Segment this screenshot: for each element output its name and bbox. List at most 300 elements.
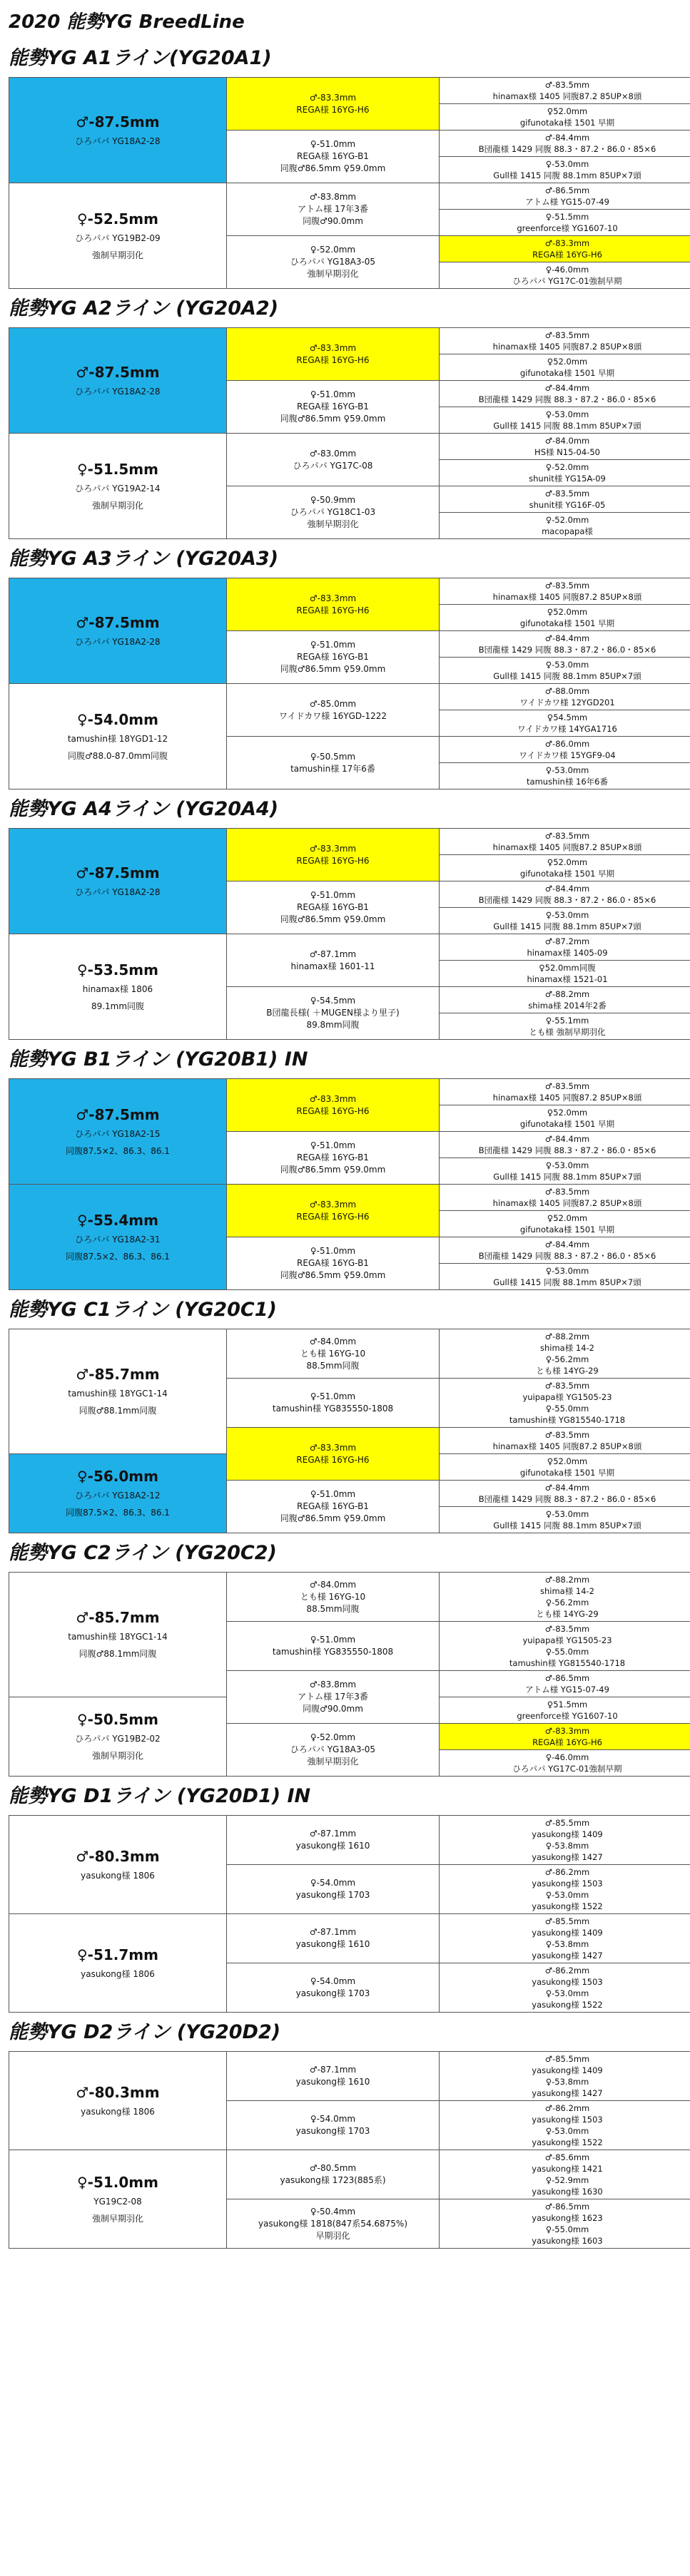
grandparent-info: ♀-53.8mm — [545, 2077, 589, 2087]
sire-size: ♂-87.5mm — [76, 113, 160, 131]
grandparent-info: ♀-53.0mm — [545, 1160, 589, 1170]
dam-cell — [9, 684, 227, 789]
grandparent-info: ♂-88.2mm — [544, 1575, 590, 1585]
line-title: 能勢YG D1ライン (YG20D1) IN — [9, 1785, 311, 1807]
breeder-note: ひろパパ YG18A2-31 — [75, 1234, 161, 1244]
dam-bottom-parent-cell — [227, 486, 440, 539]
grandparent-info: gifunotaka様 1501 早期 — [519, 618, 615, 628]
sire-size: ♂-85.7mm — [76, 1366, 160, 1383]
grandparent-info: ♀-52.0mm — [545, 515, 589, 525]
grandparent-info: tamushin様 16年6番 — [527, 777, 608, 787]
sire-top-parent-cell — [227, 1573, 440, 1622]
breeder-note: tamushin様 18YGC1-14 — [68, 1632, 168, 1642]
parent-info: ♂-83.3mm — [309, 342, 357, 353]
grandparent-cell — [440, 407, 690, 434]
grandparent-cell — [440, 1211, 690, 1237]
grandparent-info: ♀-55.0mm — [545, 1404, 589, 1414]
grandparent-info: ♂-83.5mm — [544, 330, 590, 340]
grandparent-info: REGA様 16YG-H6 — [532, 1737, 602, 1747]
sire-cell — [9, 78, 227, 183]
breedline-section — [0, 1296, 690, 1533]
grandparent-info: yasukong様 1409 — [532, 2065, 603, 2075]
parent-info: 強制早期羽化 — [307, 269, 359, 279]
breeder-note: yasukong様 1806 — [81, 2106, 155, 2117]
grandparent-cell — [440, 1329, 690, 1379]
grandparent-info: ワイドカワ様 14YGA1716 — [517, 724, 617, 734]
grandparent-cell — [440, 2199, 690, 2249]
breeder-note: 強制早期羽化 — [91, 500, 143, 511]
dam-size: ♀-51.0mm — [77, 2173, 158, 2191]
sire-bottom-parent-cell — [227, 1132, 440, 1185]
dam-top-parent-cell — [227, 684, 440, 737]
grandparent-cell — [440, 1013, 690, 1040]
parent-info: アトム様 17年3番 — [298, 1692, 368, 1702]
parent-info: とも様 16YG-10 — [300, 1591, 366, 1602]
breeder-note: ひろパパ YG19B2-09 — [75, 232, 161, 243]
pedigree-table — [9, 1815, 690, 2013]
sire-bottom-parent-cell — [227, 881, 440, 934]
grandparent-info: ♂-83.5mm — [544, 1081, 590, 1091]
parent-info: ♂-87.1mm — [309, 1927, 357, 1937]
dam-top-parent-cell — [227, 183, 440, 236]
grandparent-cell — [440, 131, 690, 157]
grandparent-info: ♂-85.5mm — [544, 1916, 590, 1926]
grandparent-info: hinamax様 1405 同腹87.2 85UP×8頭 — [492, 91, 642, 101]
parent-info: 同腹♂86.5mm ♀59.0mm — [280, 414, 386, 424]
grandparent-info: アトム様 YG15-07-49 — [525, 197, 609, 207]
breedline-section — [0, 2018, 690, 2249]
dam-size: ♀-55.4mm — [77, 1211, 158, 1229]
parent-info: REGA様 16YG-B1 — [297, 402, 369, 412]
grandparent-cell — [440, 1573, 690, 1622]
breeder-note: ひろパパ YG18A2-28 — [75, 386, 161, 397]
parent-info: ♂-87.1mm — [309, 2065, 357, 2075]
pedigree-row — [9, 578, 690, 605]
grandparent-cell — [440, 829, 690, 855]
grandparent-cell — [440, 908, 690, 934]
grandparent-info: ♀-53.0mm — [545, 765, 589, 775]
dam-cell — [9, 2150, 227, 2249]
parent-info: ♀-54.0mm — [310, 2114, 356, 2124]
grandparent-info: yasukong様 1603 — [532, 2236, 603, 2246]
parent-info: ♂-80.5mm — [309, 2163, 357, 2173]
grandparent-cell — [440, 961, 690, 987]
grandparent-info: gifunotaka様 1501 早期 — [519, 869, 615, 879]
grandparent-info: Gull様 1415 同腹 88.1mm 85UP×7頭 — [493, 1520, 641, 1530]
parent-info: ♂-83.3mm — [309, 92, 357, 103]
grandparent-cell — [440, 1105, 690, 1132]
grandparent-info: ♂-83.5mm — [544, 1430, 590, 1440]
parent-info: 同腹♂90.0mm — [303, 216, 363, 226]
grandparent-cell — [440, 1185, 690, 1211]
breeder-note: 同腹87.5×2、86.3、86.1 — [66, 1508, 170, 1518]
grandparent-cell — [440, 987, 690, 1013]
dam-top-parent-cell — [227, 934, 440, 987]
parent-info: ♀-51.0mm — [310, 640, 356, 650]
dam-cell — [9, 934, 227, 1040]
grandparent-info: ♂-87.2mm — [544, 936, 590, 946]
grandparent-info: yuipapa様 YG1505-23 — [522, 1392, 612, 1402]
breedline-section — [0, 545, 690, 789]
parent-info: 同腹♂86.5mm ♀59.0mm — [280, 163, 386, 173]
grandparent-info: hinamax様 1521-01 — [527, 974, 608, 984]
grandparent-info: hinamax様 1405 同腹87.2 85UP×8頭 — [492, 842, 642, 852]
grandparent-info: ♀-53.0mm — [545, 1509, 589, 1519]
sire-top-parent-cell — [227, 1329, 440, 1379]
dam-bottom-parent-cell — [227, 1481, 440, 1533]
grandparent-info: ♀52.0mm — [547, 857, 588, 867]
grandparent-info: hinamax様 1405 同腹87.2 85UP×8頭 — [492, 592, 642, 602]
grandparent-cell — [440, 1428, 690, 1454]
parent-info: REGA様 16YG-H6 — [296, 104, 370, 115]
parent-info: REGA様 16YG-B1 — [297, 151, 369, 161]
grandparent-info: shunit様 YG16F-05 — [529, 500, 606, 510]
grandparent-info: ♀52.0mm — [547, 1213, 588, 1223]
line-title: 能勢YG A3ライン (YG20A3) — [9, 548, 279, 570]
grandparent-info: yasukong様 1427 — [532, 1852, 603, 1862]
grandparent-info: ワイドカワ様 15YGF9-04 — [519, 750, 616, 760]
grandparent-cell — [440, 1724, 690, 1750]
dam-size: ♀-56.0mm — [77, 1468, 158, 1485]
breedline-section — [0, 295, 690, 539]
parent-info: ♀-52.0mm — [310, 245, 356, 255]
grandparent-info: ♀-53.0mm — [545, 1266, 589, 1276]
grandparent-info: yasukong様 1409 — [532, 1928, 603, 1938]
grandparent-info: ♀-46.0mm — [545, 1752, 589, 1762]
parent-info: 88.5mm同腹 — [306, 1603, 360, 1614]
grandparent-info: ♂-83.5mm — [544, 831, 590, 841]
parent-info: tamushin様 17年6番 — [290, 763, 375, 774]
grandparent-cell — [440, 262, 690, 289]
line-title: 能勢YG D2ライン (YG20D2) — [9, 2021, 281, 2043]
line-title: 能勢YG A4ライン (YG20A4) — [9, 798, 279, 820]
grandparent-info: ♂-83.5mm — [544, 1624, 590, 1634]
grandparent-cell — [440, 855, 690, 881]
parent-info: yasukong様 1610 — [295, 1939, 370, 1949]
parent-info: 89.8mm同腹 — [306, 1020, 360, 1030]
pedigree-table — [9, 828, 690, 1040]
grandparent-info: ♂-84.4mm — [544, 383, 590, 393]
sire-cell — [9, 1329, 227, 1454]
grandparent-info: shima様 14-2 — [540, 1586, 594, 1596]
parent-info: 同腹♂90.0mm — [303, 1704, 363, 1714]
grandparent-info: ♂-83.5mm — [544, 581, 590, 591]
grandparent-cell — [440, 210, 690, 236]
grandparent-cell — [440, 460, 690, 486]
grandparent-info: ♂-88.2mm — [544, 989, 590, 999]
grandparent-info: ♂-83.3mm — [544, 238, 590, 248]
sire-cell — [9, 2052, 227, 2150]
breeder-note: 同腹♂88.1mm同腹 — [78, 1406, 157, 1416]
parent-info: ♀-52.0mm — [310, 1732, 356, 1742]
grandparent-info: とも様 14YG-29 — [536, 1609, 599, 1619]
sire-cell — [9, 328, 227, 434]
sire-bottom-parent-cell — [227, 1622, 440, 1671]
parent-info: ワイドカワ様 16YGD-1222 — [278, 710, 387, 721]
pedigree-row — [9, 78, 690, 104]
grandparent-info: ♀-53.8mm — [545, 1939, 589, 1949]
grandparent-cell — [440, 684, 690, 710]
grandparent-info: yasukong様 1503 — [532, 1977, 603, 1987]
sire-top-parent-cell — [227, 829, 440, 881]
grandparent-info: ♀52.0mm同腹 — [539, 963, 596, 973]
parent-info: REGA様 16YG-B1 — [297, 1501, 369, 1511]
parent-info: ♂-83.8mm — [309, 192, 357, 202]
parent-info: ♂-84.0mm — [309, 1336, 357, 1346]
dam-top-parent-cell — [227, 1671, 440, 1724]
dam-top-parent-cell — [227, 1914, 440, 1963]
sire-bottom-parent-cell — [227, 631, 440, 684]
grandparent-cell — [440, 1622, 690, 1671]
grandparent-cell — [440, 2052, 690, 2101]
pedigree-table — [9, 578, 690, 789]
parent-info: ひろパパ YG18A3-05 — [290, 1744, 376, 1754]
sire-top-parent-cell — [227, 78, 440, 131]
line-title: 能勢YG C2ライン (YG20C2) — [9, 1542, 277, 1564]
grandparent-info: ♀-55.0mm — [545, 1647, 589, 1657]
grandparent-info: ♂-86.5mm — [544, 1673, 590, 1683]
pedigree-table — [9, 77, 690, 289]
pedigree-row — [9, 434, 690, 460]
line-title: 能勢YG B1ライン (YG20B1) IN — [9, 1048, 308, 1070]
grandparent-info: yasukong様 1421 — [532, 2164, 603, 2174]
grandparent-info: Gull様 1415 同腹 88.1mm 85UP×7頭 — [493, 921, 641, 931]
breeder-note: ひろパパ YG18A2-12 — [75, 1491, 161, 1501]
pedigree-row — [9, 1573, 690, 1622]
parent-info: ひろパパ YG18A3-05 — [290, 257, 376, 267]
parent-info: 88.5mm同腹 — [306, 1360, 360, 1371]
grandparent-info: ♂-86.5mm — [544, 185, 590, 195]
grandparent-cell — [440, 605, 690, 631]
grandparent-info: ♀52.0mm — [547, 106, 588, 116]
grandparent-info: ♀-53.0mm — [545, 660, 589, 670]
pedigree-row — [9, 1079, 690, 1105]
sire-cell — [9, 829, 227, 934]
parent-info: 強制早期羽化 — [307, 519, 359, 529]
dam-cell — [9, 1185, 227, 1290]
grandparent-cell — [440, 1237, 690, 1264]
parent-info: yasukong様 1703 — [295, 1890, 370, 1900]
parent-info: REGA様 16YG-H6 — [296, 1211, 370, 1222]
breedline-section — [0, 44, 690, 289]
breeder-note: 同腹♂88.0-87.0mm同腹 — [68, 750, 168, 761]
grandparent-info: gifunotaka様 1501 早期 — [519, 1225, 615, 1235]
grandparent-cell — [440, 78, 690, 104]
grandparent-info: macopapa様 — [542, 526, 593, 536]
breeder-note: ひろパパ YG19A2-14 — [75, 483, 161, 494]
dam-bottom-parent-cell — [227, 1237, 440, 1290]
grandparent-cell — [440, 434, 690, 460]
pedigree-row — [9, 1914, 690, 1963]
breeder-note: ひろパパ YG18A2-28 — [75, 136, 161, 146]
grandparent-info: ♀52.0mm — [547, 607, 588, 617]
grandparent-cell — [440, 2101, 690, 2150]
grandparent-info: ♀-55.0mm — [545, 2224, 589, 2234]
grandparent-info: shunit様 YG15A-09 — [529, 474, 606, 484]
dam-size: ♀-52.5mm — [77, 210, 158, 228]
breeder-note: ひろパパ YG18A2-28 — [75, 636, 161, 647]
sire-top-parent-cell — [227, 2052, 440, 2101]
grandparent-info: yasukong様 1623 — [532, 2213, 603, 2223]
grandparent-info: ♀52.0mm — [547, 1456, 588, 1466]
breeder-note: tamushin様 18YGC1-14 — [68, 1389, 168, 1399]
breedline-section — [0, 1539, 690, 1777]
parent-info: ♀-54.0mm — [310, 1878, 356, 1888]
grandparent-info: yasukong様 1522 — [532, 2137, 603, 2147]
grandparent-info: ♂-83.5mm — [544, 1187, 590, 1197]
dam-cell — [9, 1454, 227, 1533]
grandparent-cell — [440, 1264, 690, 1290]
grandparent-info: ひろパパ YG17C-01強制早期 — [512, 1764, 622, 1774]
pedigree-row — [9, 2150, 690, 2199]
grandparent-cell — [440, 737, 690, 763]
grandparent-info: ♀-53.0mm — [545, 1890, 589, 1900]
breeder-note: ひろパパ YG18A2-28 — [75, 886, 161, 897]
grandparent-cell — [440, 513, 690, 539]
parent-info: ♀-50.5mm — [310, 751, 356, 762]
grandparent-info: B団龍様 1429 同腹 88.3・87.2・86.0・85×6 — [478, 645, 656, 655]
grandparent-info: B団龍様 1429 同腹 88.3・87.2・86.0・85×6 — [478, 1145, 656, 1155]
grandparent-info: ♀-52.0mm — [545, 462, 589, 472]
parent-info: ひろパパ YG18C1-03 — [290, 507, 376, 517]
pedigree-table — [9, 2051, 690, 2249]
grandparent-info: ♀-53.0mm — [545, 2126, 589, 2136]
grandparent-info: HS様 N15-04-50 — [534, 447, 600, 457]
sire-cell — [9, 1816, 227, 1914]
grandparent-info: gifunotaka様 1501 早期 — [519, 368, 615, 378]
parent-info: REGA様 16YG-B1 — [297, 652, 369, 662]
grandparent-info: ♀-56.2mm — [545, 1598, 589, 1608]
parent-info: tamushin様 YG835550-1808 — [272, 1647, 394, 1657]
grandparent-cell — [440, 881, 690, 908]
grandparent-info: B団龍様 1429 同腹 88.3・87.2・86.0・85×6 — [478, 1251, 656, 1261]
grandparent-cell — [440, 1671, 690, 1697]
sire-size: ♂-85.7mm — [76, 1609, 160, 1626]
grandparent-info: ♂-86.0mm — [544, 739, 590, 749]
parent-info: ♂-83.3mm — [309, 593, 357, 603]
grandparent-info: B団龍様 1429 同腹 88.3・87.2・86.0・85×6 — [478, 1494, 656, 1504]
grandparent-info: yasukong様 1522 — [532, 2000, 603, 2010]
grandparent-cell — [440, 486, 690, 513]
grandparent-cell — [440, 1481, 690, 1507]
dam-size: ♀-51.5mm — [77, 460, 158, 478]
sire-top-parent-cell — [227, 328, 440, 381]
dam-bottom-parent-cell — [227, 1724, 440, 1777]
parent-info: ♂-83.8mm — [309, 1680, 357, 1690]
breeder-note: ひろパパ YG18A2-15 — [75, 1128, 161, 1139]
grandparent-info: ワイドカワ様 12YGD201 — [519, 697, 615, 707]
sire-top-parent-cell — [227, 1079, 440, 1132]
grandparent-info: Gull様 1415 同腹 88.1mm 85UP×7頭 — [493, 421, 641, 431]
parent-info: ♀-54.0mm — [310, 1976, 356, 1986]
sire-bottom-parent-cell — [227, 1865, 440, 1914]
grandparent-info: ♂-84.4mm — [544, 1240, 590, 1249]
breeder-note: 強制早期羽化 — [91, 1751, 143, 1761]
grandparent-info: ♂-88.2mm — [544, 1332, 590, 1341]
sire-size: ♂-87.5mm — [76, 363, 160, 381]
grandparent-cell — [440, 1865, 690, 1914]
sire-bottom-parent-cell — [227, 381, 440, 434]
grandparent-info: ♂-84.4mm — [544, 884, 590, 894]
parent-info: REGA様 16YG-H6 — [296, 1454, 370, 1465]
grandparent-info: REGA様 16YG-H6 — [532, 250, 602, 260]
grandparent-info: Gull様 1415 同腹 88.1mm 85UP×7頭 — [493, 1172, 641, 1182]
grandparent-cell — [440, 934, 690, 961]
grandparent-info: Gull様 1415 同腹 88.1mm 85UP×7頭 — [493, 671, 641, 681]
dam-top-parent-cell — [227, 1428, 440, 1481]
breedline-section — [0, 795, 690, 1040]
sire-cell — [9, 1573, 227, 1697]
sire-size: ♂-80.3mm — [76, 1847, 160, 1865]
breeder-note: 同腹♂88.1mm同腹 — [78, 1649, 157, 1659]
parent-info: ♂-83.3mm — [309, 1199, 357, 1210]
grandparent-info: yasukong様 1503 — [532, 1879, 603, 1888]
dam-size: ♀-51.7mm — [77, 1946, 158, 1963]
parent-info: REGA様 16YG-H6 — [296, 855, 370, 866]
grandparent-cell — [440, 104, 690, 131]
grandparent-cell — [440, 1963, 690, 2013]
grandparent-info: hinamax様 1405 同腹87.2 85UP×8頭 — [492, 342, 642, 352]
grandparent-info: ♂-88.0mm — [544, 686, 590, 696]
parent-info: ♀-51.0mm — [310, 389, 356, 399]
grandparent-info: gifunotaka様 1501 早期 — [519, 1468, 615, 1478]
pedigree-row — [9, 684, 690, 710]
sire-top-parent-cell — [227, 578, 440, 631]
dam-cell — [9, 434, 227, 539]
parent-info: ♂-85.0mm — [309, 698, 357, 709]
grandparent-info: ♂-83.5mm — [544, 489, 590, 499]
parent-info: yasukong様 1723(885系) — [280, 2175, 386, 2185]
grandparent-info: shima様 2014年2番 — [528, 1001, 607, 1011]
grandparent-cell — [440, 710, 690, 737]
grandparent-cell — [440, 157, 690, 183]
breeder-note: hinamax様 1806 — [82, 983, 153, 994]
grandparent-info: Gull様 1415 同腹 88.1mm 85UP×7頭 — [493, 1277, 641, 1287]
parent-info: REGA様 16YG-B1 — [297, 902, 369, 912]
grandparent-cell — [440, 1079, 690, 1105]
grandparent-cell — [440, 381, 690, 407]
breedline-section — [0, 1782, 690, 2013]
grandparent-info: hinamax様 1405 同腹87.2 85UP×8頭 — [492, 1441, 642, 1451]
pedigree-row — [9, 328, 690, 354]
grandparent-info: ♂-86.2mm — [544, 1867, 590, 1877]
grandparent-info: hinamax様 1405 同腹87.2 85UP×8頭 — [492, 1198, 642, 1208]
sire-size: ♂-87.5mm — [76, 1105, 160, 1123]
breeder-note: YG19C2-08 — [93, 2196, 142, 2207]
parent-info: ♂-83.3mm — [309, 843, 357, 854]
grandparent-cell — [440, 1379, 690, 1428]
parent-info: ♂-83.0mm — [309, 448, 357, 459]
grandparent-info: ♂-86.2mm — [544, 1966, 590, 1976]
grandparent-info: ♂-85.5mm — [544, 2054, 590, 2064]
grandparent-cell — [440, 1132, 690, 1158]
dam-cell — [9, 1914, 227, 2013]
parent-info: ひろパパ YG17C-08 — [293, 460, 373, 471]
parent-info: ♀-51.0mm — [310, 1246, 356, 1256]
sire-size: ♂-87.5mm — [76, 613, 160, 631]
pedigree-table — [9, 327, 690, 539]
parent-info: hinamax様 1601-11 — [290, 961, 375, 971]
breedline-section — [0, 1046, 690, 1290]
parent-info: ♂-87.1mm — [309, 949, 357, 959]
grandparent-cell — [440, 1816, 690, 1865]
dam-size: ♀-53.5mm — [77, 961, 158, 978]
breeder-note: ひろパパ YG19B2-02 — [75, 1734, 161, 1744]
grandparent-cell — [440, 658, 690, 684]
grandparent-info: tamushin様 YG815540-1718 — [509, 1658, 626, 1668]
grandparent-info: ♂-86.2mm — [544, 2103, 590, 2113]
grandparent-cell — [440, 763, 690, 789]
